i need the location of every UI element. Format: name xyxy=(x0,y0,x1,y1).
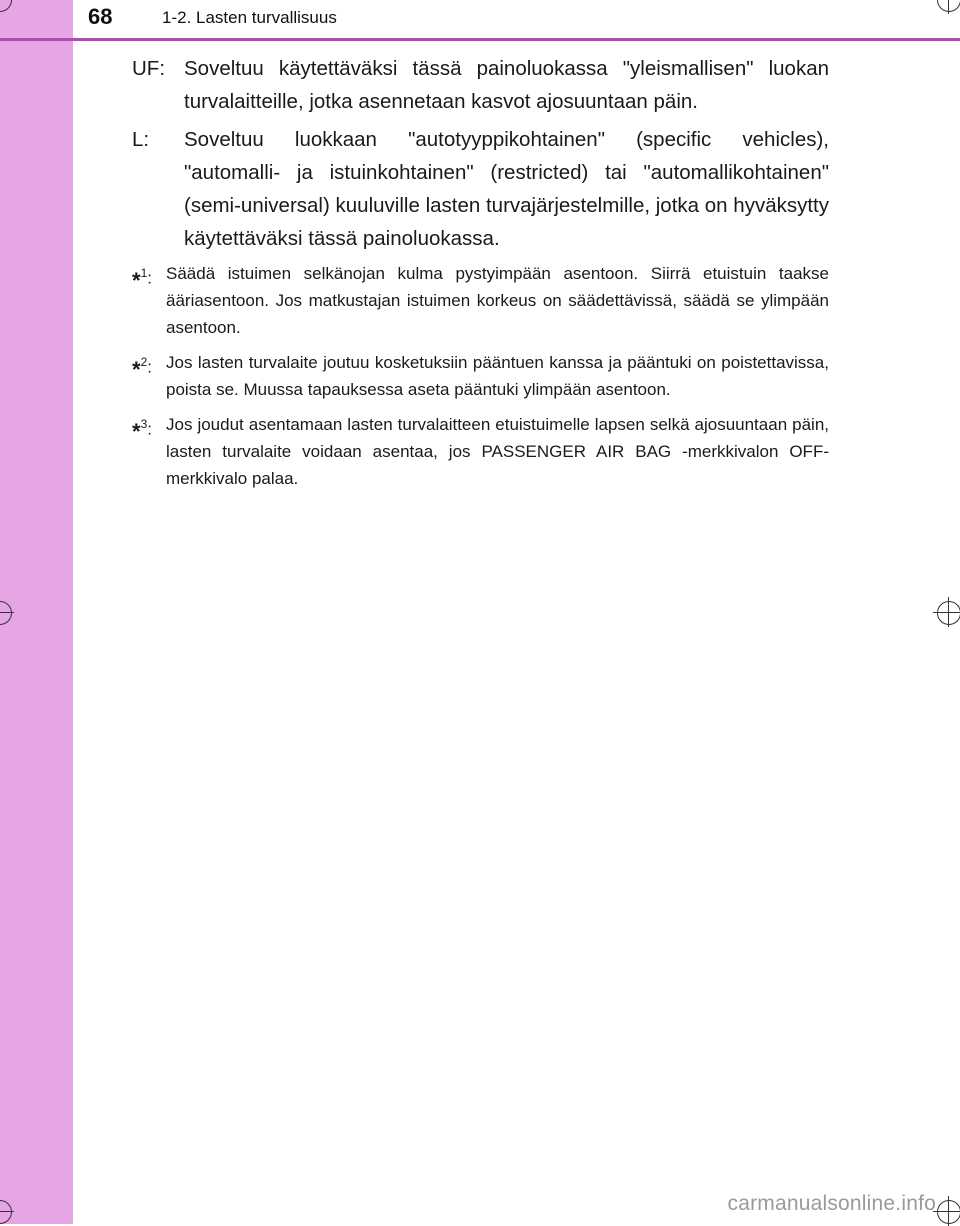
definition-term: UF: xyxy=(132,57,166,80)
definition-text: Soveltuu luokkaan "autotyyppikohtainen" (specific vehicles), "automalli- ja istuinkohtainen" (restricted) tai "automallikohtainen" (semi-universal) kuuluville lasten turvajärjestelmille, jotka on hyväksytty käytettäväksi tässä painoluokassa. xyxy=(184,128,829,250)
footnote-text: Jos joudut asentamaan lasten turvalaitteen etuistuimelle lapsen selkä ajosuuntaan päin, lasten turvalaite voidaan asentaa, jos PASSENGER AIR BAG -merkkivalon OFF-merkkivalo palaa. xyxy=(166,415,829,488)
definition-uf xyxy=(132,52,829,118)
watermark: carmanualsonline.info xyxy=(727,1192,936,1215)
footnote-marker: *$^1$: xyxy=(132,266,152,293)
header-rule xyxy=(0,38,960,41)
footnote-1 xyxy=(132,260,829,341)
definition-term: L: xyxy=(132,128,150,151)
footnote-text: Säädä istuimen selkänojan kulma pystyimpään asentoon. Siirrä etuistuin taakse ääriasentoon. Jos matkustajan istuimen korkeus on säädettävissä, säädä se ylimpään asentoon. xyxy=(166,264,829,337)
section-title: 1-2. Lasten turvallisuus xyxy=(162,8,337,27)
footnote-marker: *$^2$: xyxy=(132,355,152,382)
page-number: 68 xyxy=(88,4,113,29)
footnote-text: Jos lasten turvalaite joutuu kosketuksiin pääntuen kanssa ja pääntuki on poistettavissa, poista se. Muussa tapauksessa aseta pääntuki ylimpään asentoon. xyxy=(166,353,829,399)
definition-text: Soveltuu käytettäväksi tässä painoluokassa "yleismallisen" luokan turvalaitteille, jotka asennetaan kasvot ajosuuntaan päin. xyxy=(184,57,829,113)
page-content xyxy=(132,52,829,500)
footnote-marker: *$^3$: xyxy=(132,417,152,444)
footnote-3 xyxy=(132,411,829,492)
footnote-2 xyxy=(132,349,829,403)
definition-l xyxy=(132,123,829,255)
